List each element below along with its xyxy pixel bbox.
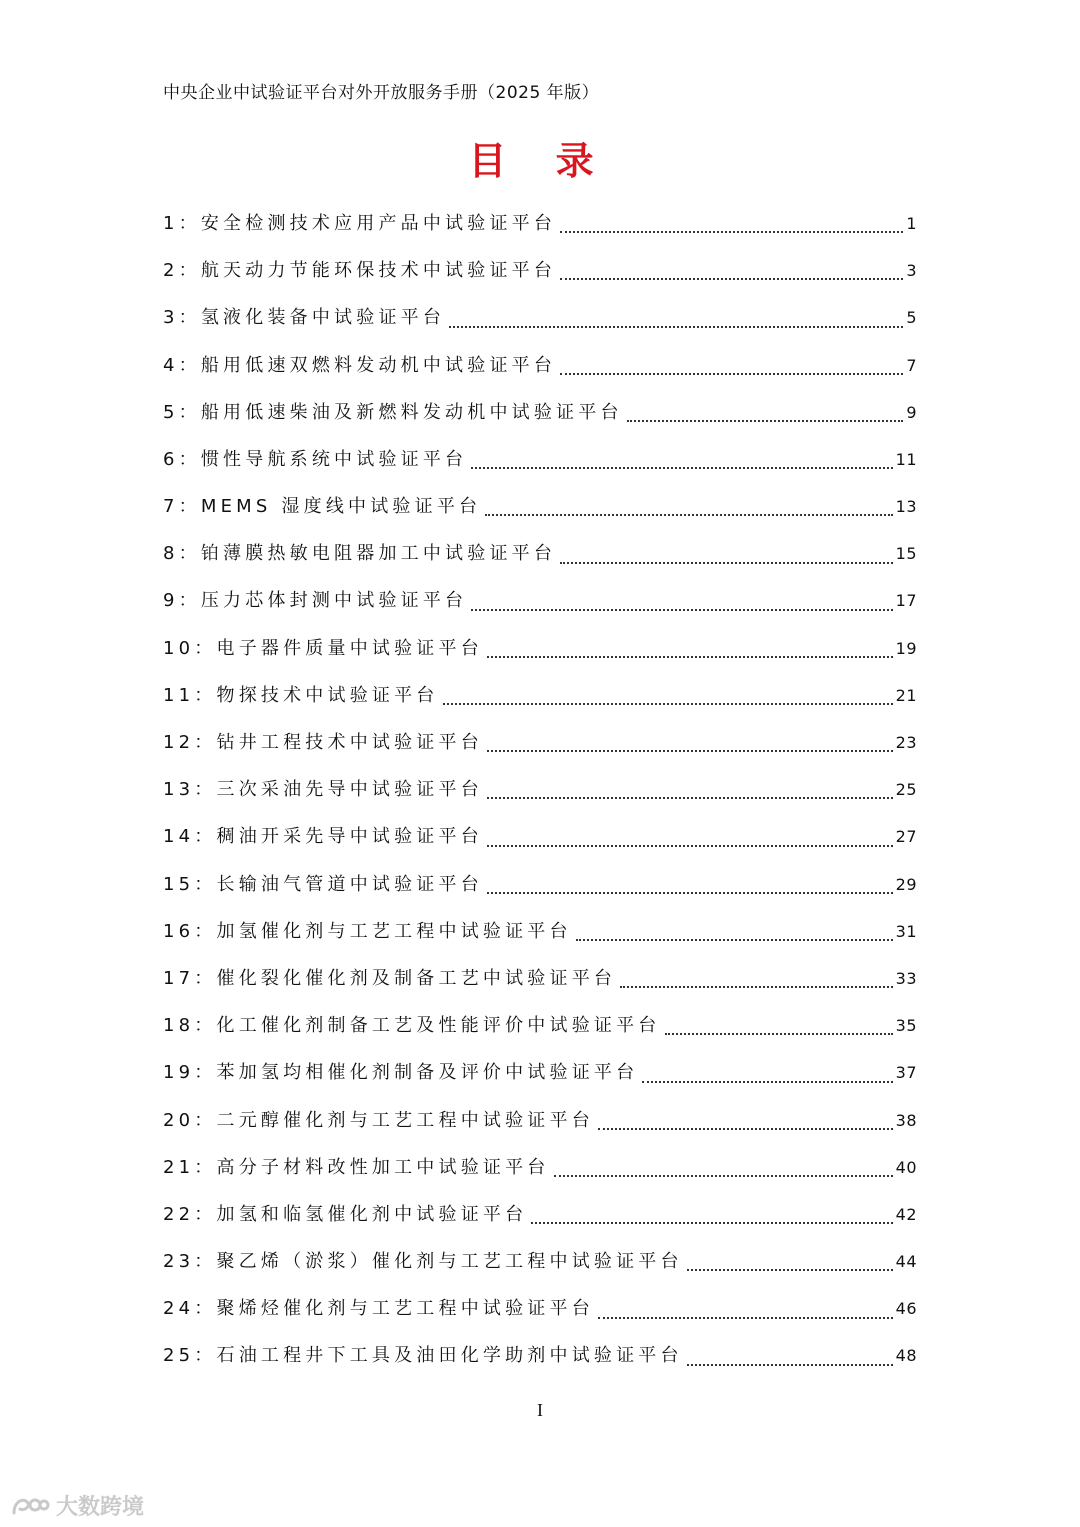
toc-entry[interactable] — [163, 1097, 917, 1144]
toc-entry[interactable] — [163, 719, 917, 766]
toc-dot-leader — [487, 891, 893, 894]
watermark-text: 大数跨境 — [56, 1495, 145, 1520]
toc-dot-leader — [560, 372, 903, 375]
toc-entry-page: 48 — [895, 1346, 917, 1366]
toc-entry-label: 12：钻井工程技术中试验证平台 — [163, 732, 483, 754]
toc-entry-page: 9 — [906, 402, 917, 422]
toc-entry-label: 14：稠油开采先导中试验证平台 — [163, 826, 483, 848]
toc-dot-leader — [620, 985, 893, 988]
toc-entry[interactable] — [163, 1333, 917, 1380]
toc-entry-label: 22：加氢和临氢催化剂中试验证平台 — [163, 1203, 528, 1225]
toc-dot-leader — [487, 844, 893, 847]
toc-entry[interactable] — [163, 625, 917, 672]
toc-entry-label: 4：船用低速双燃料发动机中试验证平台 — [163, 354, 557, 376]
toc-dot-leader — [487, 796, 893, 799]
toc-dot-leader — [560, 277, 903, 280]
toc-entry-page: 1 — [906, 213, 917, 233]
toc-dot-leader — [449, 325, 903, 328]
toc-entry-label: 10：电子器件质量中试验证平台 — [163, 637, 483, 659]
toc-dot-leader — [487, 749, 893, 752]
toc-entry-label: 8：铂薄膜热敏电阻器加工中试验证平台 — [163, 543, 557, 565]
toc-entry-page: 46 — [895, 1299, 917, 1319]
toc-entry[interactable] — [163, 908, 917, 955]
toc-entry-page: 42 — [895, 1204, 917, 1224]
toc-entry[interactable] — [163, 1285, 917, 1332]
toc-entry[interactable] — [163, 578, 917, 625]
toc-entry-label: 9：压力芯体封测中试验证平台 — [163, 590, 468, 612]
toc-dot-leader — [687, 1363, 893, 1366]
toc-entry-page: 40 — [895, 1157, 917, 1177]
toc-entry-page: 7 — [906, 355, 917, 375]
toc-entry-page: 5 — [906, 308, 917, 328]
toc-entry-label: 3：氢液化装备中试验证平台 — [163, 307, 446, 329]
logo-icon — [10, 1493, 50, 1519]
toc-entry-page: 35 — [895, 1016, 917, 1036]
toc-dot-leader — [554, 1174, 893, 1177]
toc-entry[interactable] — [163, 813, 917, 860]
toc-entry[interactable] — [163, 861, 917, 908]
toc-dot-leader — [485, 513, 892, 516]
toc-entry-label: 6：惯性导航系统中试验证平台 — [163, 448, 468, 470]
page-number: I — [537, 1400, 543, 1420]
toc-entry[interactable] — [163, 247, 917, 294]
toc-entry-page: 33 — [895, 968, 917, 988]
toc-entry-label: 24：聚烯烃催化剂与工艺工程中试验证平台 — [163, 1298, 594, 1320]
toc-entry-label: 20：二元醇催化剂与工艺工程中试验证平台 — [163, 1109, 594, 1131]
toc-entry-label: 1：安全检测技术应用产品中试验证平台 — [163, 212, 557, 234]
toc-entry-page: 38 — [895, 1110, 917, 1130]
toc-entry-page: 23 — [895, 733, 917, 753]
toc-entry[interactable] — [163, 1238, 917, 1285]
toc-entry-page: 17 — [895, 591, 917, 611]
toc-entry[interactable] — [163, 483, 917, 530]
toc-entry-label: 21：高分子材料改性加工中试验证平台 — [163, 1156, 550, 1178]
toc-entry[interactable] — [163, 1191, 917, 1238]
toc-dot-leader — [598, 1316, 893, 1319]
toc-entry-page: 25 — [895, 780, 917, 800]
toc-dot-leader — [642, 1080, 892, 1083]
toc-entry-label: 13：三次采油先导中试验证平台 — [163, 779, 483, 801]
toc-entry-page: 19 — [895, 638, 917, 658]
toc-entry-page: 21 — [895, 685, 917, 705]
toc-entry[interactable] — [163, 766, 917, 813]
toc-entry[interactable] — [163, 200, 917, 247]
toc-entry-page: 37 — [895, 1063, 917, 1083]
toc-entry[interactable] — [163, 389, 917, 436]
toc-entry[interactable] — [163, 1049, 917, 1096]
toc-entry[interactable] — [163, 530, 917, 577]
toc-entry[interactable] — [163, 1002, 917, 1049]
toc-dot-leader — [560, 230, 903, 233]
toc-entry-label: 18：化工催化剂制备工艺及性能评价中试验证平台 — [163, 1015, 661, 1037]
toc-entry-page: 13 — [895, 497, 917, 517]
toc-entry[interactable] — [163, 342, 917, 389]
toc-dot-leader — [471, 466, 892, 469]
toc-entry-page: 15 — [895, 544, 917, 564]
toc-entry-page: 3 — [906, 261, 917, 281]
toc-entry-label: 16：加氢催化剂与工艺工程中试验证平台 — [163, 920, 572, 942]
toc-entry-label: 25：石油工程井下工具及油田化学助剂中试验证平台 — [163, 1345, 683, 1367]
toc-dot-leader — [665, 1032, 893, 1035]
toc-entry-page: 29 — [895, 874, 917, 894]
toc-dot-leader — [627, 419, 904, 422]
toc-entry-label: 11：物探技术中试验证平台 — [163, 684, 439, 706]
toc-dot-leader — [687, 1268, 893, 1271]
toc-entry-label: 17：催化裂化催化剂及制备工艺中试验证平台 — [163, 967, 617, 989]
toc-entry-page: 27 — [895, 827, 917, 847]
watermark — [10, 1490, 144, 1521]
toc-dot-leader — [531, 1221, 892, 1224]
toc-entry-label: 2：航天动力节能环保技术中试验证平台 — [163, 260, 557, 282]
toc-dot-leader — [443, 702, 893, 705]
toc-dot-leader — [598, 1127, 893, 1130]
toc-entry-label: 5：船用低速柴油及新燃料发动机中试验证平台 — [163, 401, 623, 423]
toc-entry-label: 19：苯加氢均相催化剂制备及评价中试验证平台 — [163, 1062, 639, 1084]
toc-dot-leader — [471, 608, 892, 611]
toc-entry[interactable] — [163, 672, 917, 719]
toc-dot-leader — [560, 561, 893, 564]
toc-entry-label: 23：聚乙烯（淤浆）催化剂与工艺工程中试验证平台 — [163, 1251, 683, 1273]
toc-entry[interactable] — [163, 1144, 917, 1191]
toc-entry-page: 11 — [895, 449, 917, 469]
toc-entry-page: 31 — [895, 921, 917, 941]
page-title: 目 录 — [468, 139, 612, 183]
toc-entry-page: 44 — [895, 1252, 917, 1272]
toc-dot-leader — [576, 938, 893, 941]
toc-entry[interactable] — [163, 294, 917, 341]
table-of-contents — [163, 200, 917, 1380]
toc-dot-leader — [487, 655, 893, 658]
toc-entry-label: 15：长输油气管道中试验证平台 — [163, 873, 483, 895]
toc-entry[interactable] — [163, 955, 917, 1002]
toc-entry-label: 7：MEMS 湿度线中试验证平台 — [163, 496, 482, 518]
toc-entry[interactable] — [163, 436, 917, 483]
document-header: 中央企业中试验证平台对外开放服务手册（2025 年版） — [163, 83, 600, 103]
